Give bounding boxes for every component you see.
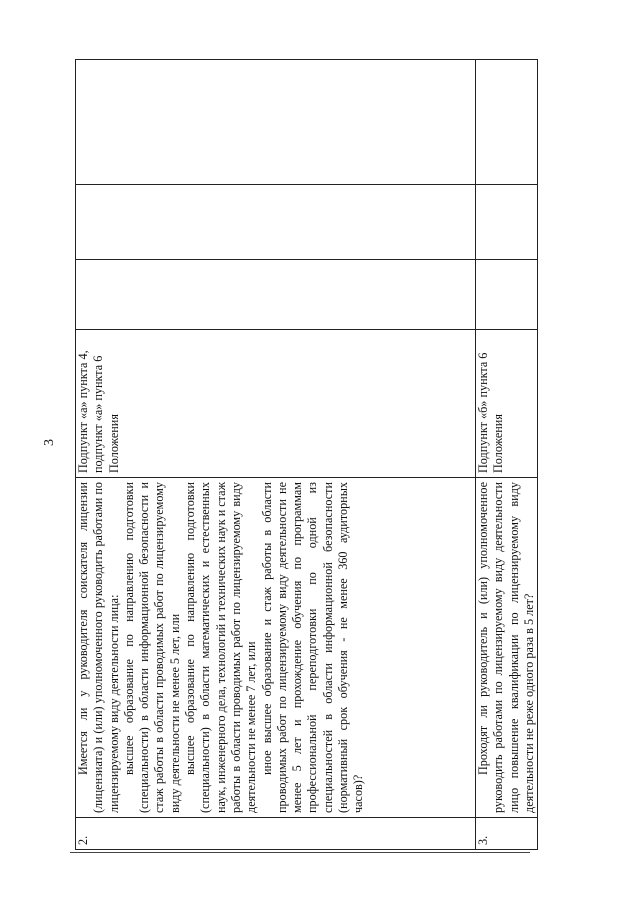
- question-cell: [476, 478, 538, 818]
- reference-cell: Подпункт «а» пункта 4, подпункт «а» пункта 6 Положения: [76, 330, 476, 478]
- page-edge-rule: [70, 852, 530, 853]
- note-cell: [76, 60, 476, 185]
- answer-cell: [476, 185, 538, 260]
- note-cell: [476, 60, 538, 185]
- checklist-table: [75, 59, 538, 850]
- page-number: 3: [42, 439, 57, 446]
- table-row: [76, 60, 476, 850]
- question-option: высшее образование по направлению подготовки (специальности) в области математических и естественных наук, инженерного дела, технологий и технических наук и стаж работы в области проводимых работ по лицензируемому виду деятельности не менее 7 лет, или: [183, 482, 259, 813]
- question-lead: Имеется ли у руководителя соискателя лицензии (лицензиата) и (или) уполномоченного руководить работами по лицензируемому виду деятельности лица:: [76, 482, 121, 813]
- question-option: иное высшее образование и стаж работы в области проводимых работ по лицензируемому виду деятельности не менее 5 лет и прохождение обучения по программам профессиональной переподготовки по одной из специальностей в области информационной безопасности (нормативный срок обучения - не менее 360 аудиторных часов)?: [259, 482, 366, 813]
- question-option: высшее образование по направлению подготовки (специальности) в области информационной безопасности и стаж работы в области проводимых работ по лицензируемому виду деятельности не менее 5 лет, или: [121, 482, 182, 813]
- answer-cell: [476, 260, 538, 330]
- rotated-page-content: [75, 60, 536, 850]
- answer-cell: [76, 260, 476, 330]
- question-lead: Проходят ли руководитель и (или) уполномоченное руководить работами по лицензируемому виду деятельности лицо повышение квалификации по лицензируемому виду деятельности не реже одного раза в 5 лет?: [476, 482, 536, 813]
- answer-cell: [76, 185, 476, 260]
- reference-cell: Подпункт «б» пункта 6 Положения: [476, 330, 538, 478]
- table-row: [476, 60, 538, 850]
- row-number: 3.: [476, 818, 538, 850]
- row-number: 2.: [76, 818, 476, 850]
- question-cell: [76, 478, 476, 818]
